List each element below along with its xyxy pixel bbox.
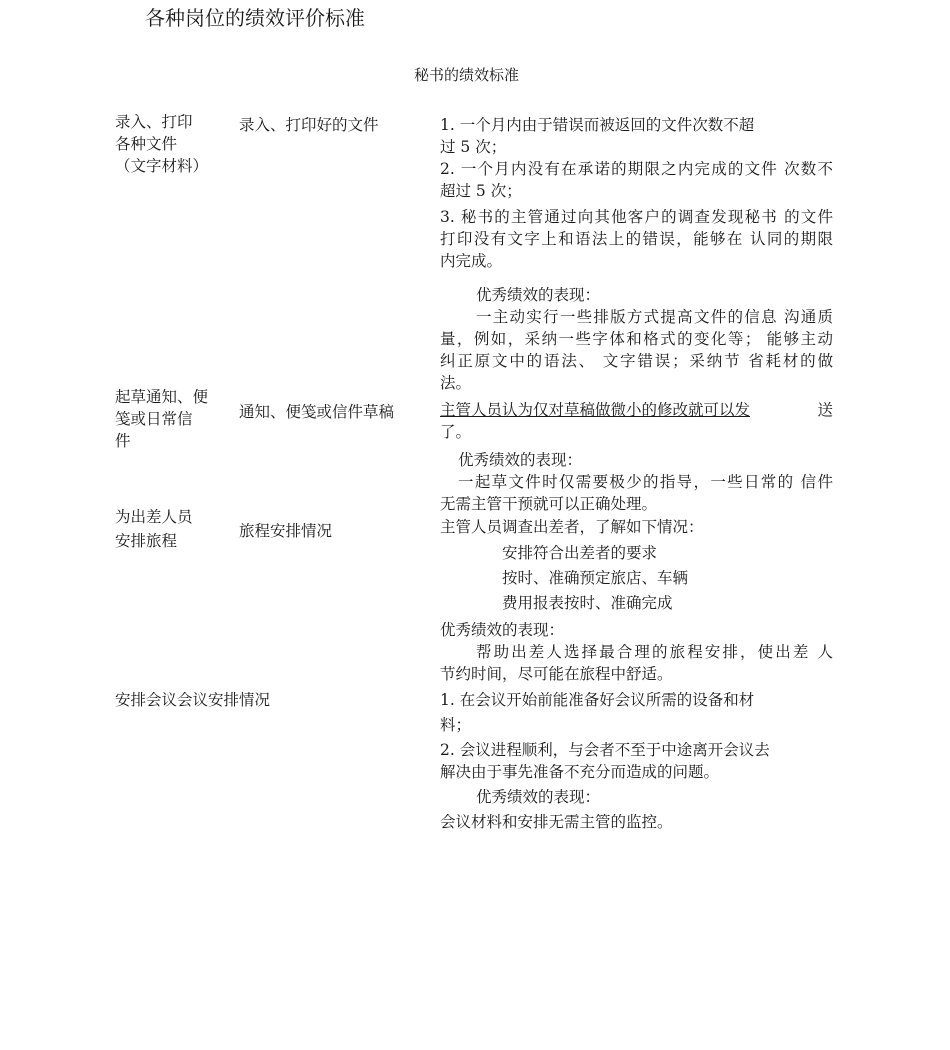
criteria-line: 3. 秘书的主管通过向其他客户的调查发现秘书 的文件 — [440, 208, 833, 226]
row2-duty-line: 件 — [115, 432, 131, 450]
row3-result: 旅程安排情况 — [239, 522, 333, 540]
criteria-line: 过 5 次； — [440, 138, 507, 156]
row3-duty-line: 为出差人员 — [115, 508, 193, 526]
excellent-line: 一起草文件时仅需要极少的指导，一些日常的 信件 — [458, 473, 833, 491]
excellent-line: 法。 — [440, 374, 472, 392]
criteria-line: 1. 一个月内由于错误而被返回的文件次数不超 — [440, 116, 755, 134]
row1-duty-line: 录入、打印 — [115, 113, 193, 131]
criteria-line: 2. 一个月内没有在承诺的期限之内完成的文件 次数不 — [440, 160, 833, 178]
criteria-line: 超过 5 次； — [440, 182, 522, 200]
row3-duty — [115, 506, 225, 552]
criteria-item: 安排符合出差者的要求 — [502, 544, 658, 562]
row2-duty — [115, 386, 225, 452]
row1-duty — [115, 111, 225, 177]
row1-result: 录入、打印好的文件 — [239, 116, 379, 134]
criteria-line: 料； — [440, 716, 472, 734]
criteria-item: 按时、准确预定旅店、车辆 — [502, 569, 689, 587]
criteria-intro: 主管人员调查出差者，了解如下情况： — [440, 518, 704, 536]
row1-duty-line: （文字材料） — [115, 157, 209, 175]
row1-excellent — [440, 284, 833, 394]
excellent-line: 节约时间，尽可能在旅程中舒适。 — [440, 665, 673, 683]
criteria-line: 内完成。 — [440, 252, 503, 270]
row4-duty-and-result: 安排会议会议安排情况 — [115, 691, 271, 709]
row4-criteria — [440, 689, 833, 833]
row2-excellent — [440, 449, 833, 515]
row2-duty-line: 起草通知、便 — [115, 388, 209, 406]
excellent-label: 优秀绩效的表现： — [440, 621, 565, 639]
row2-criteria — [440, 399, 833, 443]
criteria-line: 2. 会议进程顺利，与会者不至于中途离开会议去 — [440, 741, 770, 759]
row1-duty-line: 各种文件 — [115, 135, 178, 153]
section-subtitle: 秘书的绩效标准 — [414, 66, 520, 84]
criteria-line: 1. 在会议开始前能准备好会议所需的设备和材 — [440, 691, 755, 709]
excellent-line: 会议材料和安排无需主管的监控。 — [440, 813, 673, 831]
criteria-line: 打印没有文字上和语法上的错误，能够在 认同的期限 — [440, 230, 833, 248]
excellent-label: 优秀绩效的表现： — [458, 451, 583, 469]
row3-criteria — [440, 516, 833, 614]
criteria-item: 费用报表按时、准确完成 — [502, 594, 673, 612]
criteria-underlined-text: 主管人员认为仅对草稿做微小的修改就可以发 — [440, 401, 751, 419]
excellent-label: 优秀绩效的表现： — [476, 286, 601, 304]
document-title: 各种岗位的绩效评价标准 — [145, 6, 365, 30]
row3-duty-line: 安排旅程 — [115, 532, 178, 550]
excellent-line: 纠正原文中的语法、 文字错误；采纳节 省耗材的做 — [440, 352, 833, 370]
excellent-label: 优秀绩效的表现： — [476, 788, 601, 806]
excellent-line: 帮助出差人选择最合理的旅程安排，使出差 人 — [476, 643, 833, 661]
excellent-line: 一主动实行一些排版方式提高文件的信息 沟通质 — [476, 308, 833, 326]
row3-excellent — [440, 619, 833, 685]
row2-result: 通知、便笺或信件草稿 — [239, 403, 395, 421]
criteria-line: 解决由于事先准备不充分而造成的问题。 — [440, 763, 720, 781]
criteria-line: 了。 — [440, 423, 472, 441]
criteria-line — [440, 399, 833, 421]
excellent-line: 无需主管干预就可以正确处理。 — [440, 495, 658, 513]
excellent-line: 量，例如，采纳一些字体和格式的变化等； 能够主动 — [440, 330, 833, 348]
row2-duty-line: 笺或日常信 — [115, 410, 193, 428]
criteria-tail-text: 送 — [817, 401, 833, 419]
row1-criteria — [440, 114, 833, 272]
